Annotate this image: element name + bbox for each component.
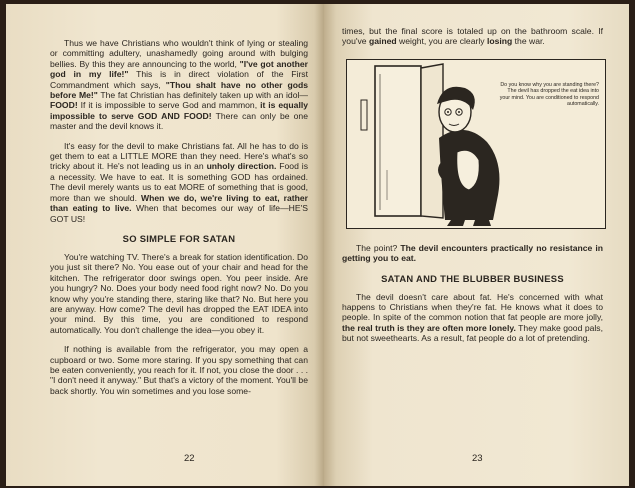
paragraph	[50, 252, 308, 335]
paragraph	[342, 292, 603, 344]
text-run: times, but the final score is totaled up on the bathroom scale. If you've	[342, 26, 603, 47]
bold-text: "I've got another god in my life!"	[50, 58, 308, 80]
paragraph	[50, 141, 308, 224]
text-run: When that becomes our way of life—HE'S GOT US!	[50, 203, 308, 224]
text-run: Food is a necessity. We have to eat. It is something GOD has ordained. The devil merely wants us to eat MORE of something that is good, more than we should.	[50, 161, 309, 203]
paragraph	[50, 38, 308, 132]
bold-text: When we do, we're living to eat, rather than eating to live.	[50, 192, 308, 214]
door-handle	[361, 100, 367, 130]
section-heading: SO SIMPLE FOR SATAN	[122, 232, 236, 244]
bold-text: FOOD!	[50, 100, 78, 111]
page-number: 23	[472, 453, 483, 464]
text-run: The point?	[356, 242, 401, 253]
cartoon-caption: Do you know why you are standing there? The devil has dropped the eat idea into your mind. You are conditioned to respond automatically.	[499, 81, 599, 108]
text-run: weight, you are clearly	[396, 36, 487, 47]
text-run: You're watching TV. There's a break for station identification. Do you just sit there? No. You ease out of your chair and head for the kitchen. The refrigerator door swings open. You peer inside. Are you hungry? No. Does your body need food right now? No. Do you know why you're standing there, staring like that? No. But here you are anyway. How come? The devil has dropped the EAT IDEA into your mind. By this time, you are conditioned to respond automatically. You don't challenge the idea—you obey it.	[50, 251, 308, 335]
text-run: the war.	[512, 36, 545, 47]
text-run: Thus we have Christians who wouldn't think of lying or stealing or committing adultery, unashamedly going around with bulging bellies. By this they are announcing to the world,	[50, 38, 308, 69]
cartoon-illustration	[346, 59, 606, 229]
page-number: 22	[184, 453, 195, 464]
section-heading: SATAN AND THE BLUBBER BUSINESS	[381, 272, 564, 284]
bold-text: it is equally impossible to serve GOD AND FOOD!	[50, 100, 308, 121]
text-run: This is in direct violation of the First Commandment which says,	[50, 69, 308, 90]
text-run: It's easy for the devil to make Christians fat. All he has to do is get them to eat a LITTLE MORE than they need. Here's what's so tricky about it. He's not leading us in an	[50, 140, 308, 172]
left-page	[6, 4, 324, 486]
text-run: The devil doesn't care about fat. He's concerned with what happens to Christians when they're fat. He knows what it does to people. In spite of the common notion that fat people are more jolly,	[342, 291, 603, 323]
bold-text: "Thou shalt have no other gods before Me!"	[50, 79, 308, 101]
paragraph	[342, 26, 603, 47]
text-run: If it is impossible to serve God and mammon,	[77, 100, 261, 111]
bold-text: the real truth is they are often more lonely.	[342, 322, 516, 333]
book-spread	[6, 4, 629, 486]
text-run: The fat Christian has definitely taken up with an idol—	[97, 90, 308, 101]
bold-text: unholy direction.	[206, 161, 277, 172]
refrigerator-body	[375, 66, 421, 216]
bold-text: gained	[368, 36, 397, 47]
text-run: They make good pals, but not sweethearts. As a result, fat people do a lot of pretending.	[342, 322, 603, 344]
paragraph	[50, 344, 308, 396]
bold-text: The devil encounters practically no resistance in getting you to eat.	[342, 242, 603, 264]
right-page	[324, 4, 629, 486]
paragraph	[342, 243, 603, 264]
text-run: If nothing is available from the refrigerator, you may open a cupboard or two. Some more staring. If you spy something that can be eaten conveniently, you reach for it. If not, you close the door . . . "I don't need it anyway." But that's a victory of the moment. You'll be back shortly. You win sometimes and you lose some-	[50, 344, 308, 396]
text-run: There can only be one master and the devil knows it.	[50, 110, 308, 132]
bold-text: losing	[486, 36, 513, 47]
